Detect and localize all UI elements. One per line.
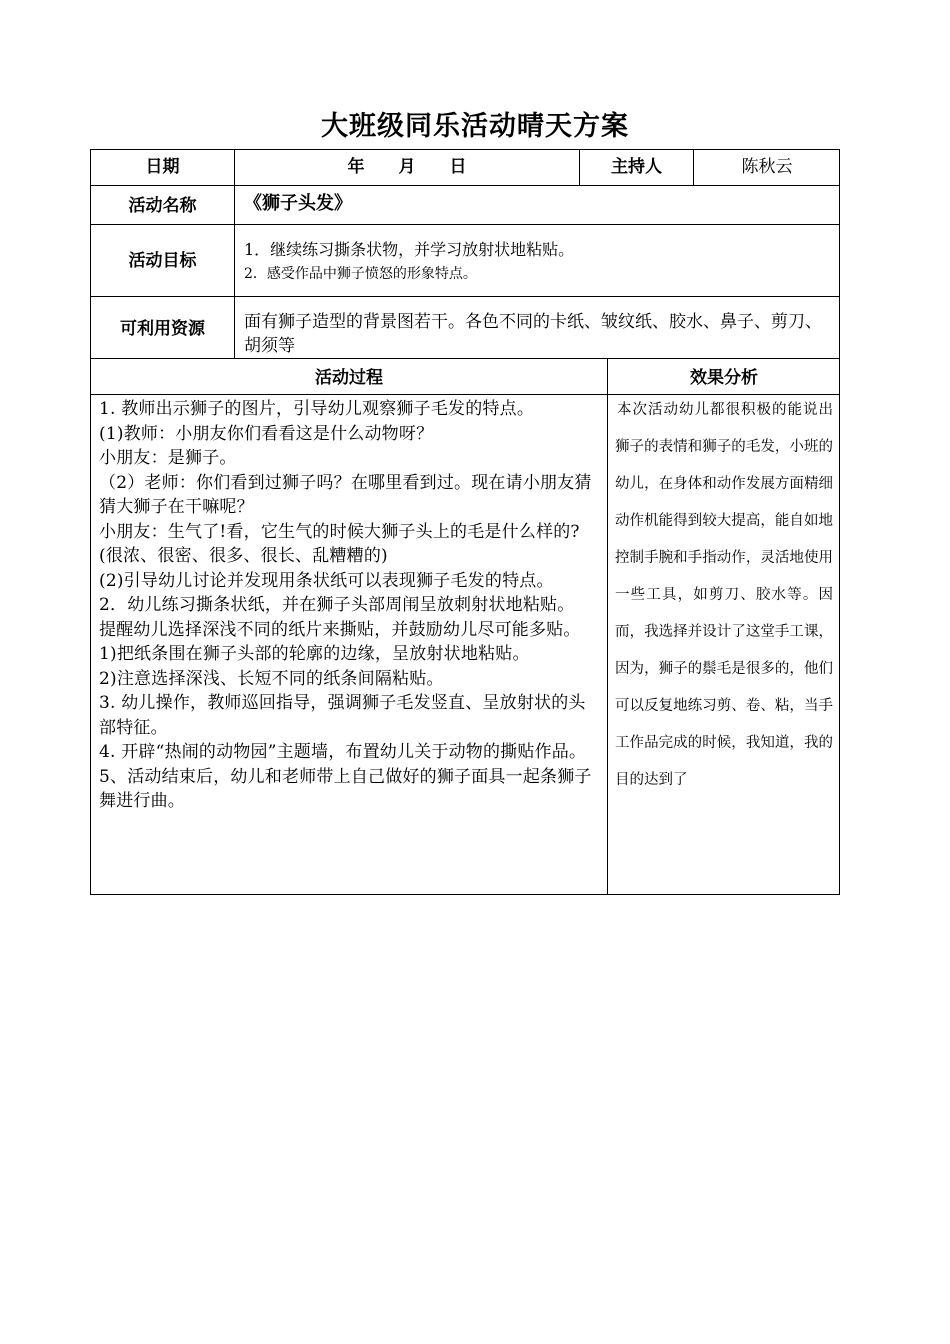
row-divider [90,296,840,297]
analysis-content: 本次活动幼儿都很积极的能说出狮子的表情和狮子的毛发，小班的幼儿，在身体和动作发展方面精细动作机能得到较大提高，能自如地控制手腕和手指动作，灵活地使用一些工具，如剪刀、胶水等。因而，我选择并设计了这堂手工课，因为，狮子的鬃毛是很多的，他们可以反复地练习剪、卷、粘，当手工作品完成的时候，我知道，我的目的达到了 [615,402,833,788]
col-divider [234,149,235,358]
process-line: 4. 开辟“热闹的动物园”主题墙，布置幼儿关于动物的撕贴作品。 [99,742,587,762]
activity-goals-label: 活动目标 [128,251,197,271]
process-line: (1)教师：小朋友你们看看这是什么动物呀？ [99,423,434,444]
activity-goal-item: 1．继续练习撕条状物，并学习放射状地粘贴。 [244,240,575,259]
process-line: 提醒幼儿选择深浅不同的纸片来撕贴，并鼓励幼儿尽可能多贴。 [99,619,581,640]
process-line: (2)引导幼儿讨论并发现用条状纸可以表现狮子毛发的特点。 [99,570,554,591]
process-line: 2．幼儿练习撕条状纸，并在狮子头部周闱呈放刺射状地粘贴。 [99,595,575,615]
analysis-header: 效果分析 [690,368,758,388]
process-header: 活动过程 [315,368,383,388]
process-line: 3. 幼儿操作，教师巡回指导，强调狮子毛发竖直、呈放射状的头部特征。 [99,693,586,738]
host-value: 陈秋云 [741,157,793,177]
process-line: 小朋友：是狮子。 [99,448,237,468]
row-divider [90,224,840,225]
process-line: 5、活动结束后，幼儿和老师带上自己做好的狮子面具一起条狮子舞进行曲。 [99,766,592,811]
host-label: 主持人 [611,157,662,177]
row-divider [90,358,840,359]
activity-name-label: 活动名称 [128,196,197,216]
resources-label: 可利用资源 [120,319,205,339]
page-title: 大班级同乐活动晴天方案 [321,111,629,142]
process-line: 1. 教师出示狮子的图片，引导幼儿观察狮子毛发的特点。 [99,399,535,419]
activity-name-value: 《狮子头发》 [244,193,352,214]
col-divider [607,358,608,895]
date-label: 日期 [145,157,180,177]
process-line: 1)把纸条围在狮子头部的轮廓的边缘，呈放射状地粘贴。 [99,644,530,664]
resources-value: 面有狮子造型的背景图若干。各色不同的卡纸、皱纹纸、胶水、鼻子、剪刀、胡须等 [244,312,822,356]
row-divider [90,185,840,186]
process-line: 小朋友：生气了!看，它生气的时候大狮子头上的毛是什么样的? (很浓、很密、很多、很长、乱糟糟的) [99,521,580,566]
process-line: 2)注意选择深浅、长短不同的纸条间隔粘贴。 [99,668,444,689]
process-content [99,397,602,814]
process-line: （2）老师：你们看到过狮子吗？在哪里看到过。现在请小朋友猜猜大狮子在干嘛呢？ [99,472,592,517]
activity-goal-item: 2．感受作品中狮子愤怒的形象特点。 [244,266,477,282]
date-value: 年 月 日 [347,157,467,177]
